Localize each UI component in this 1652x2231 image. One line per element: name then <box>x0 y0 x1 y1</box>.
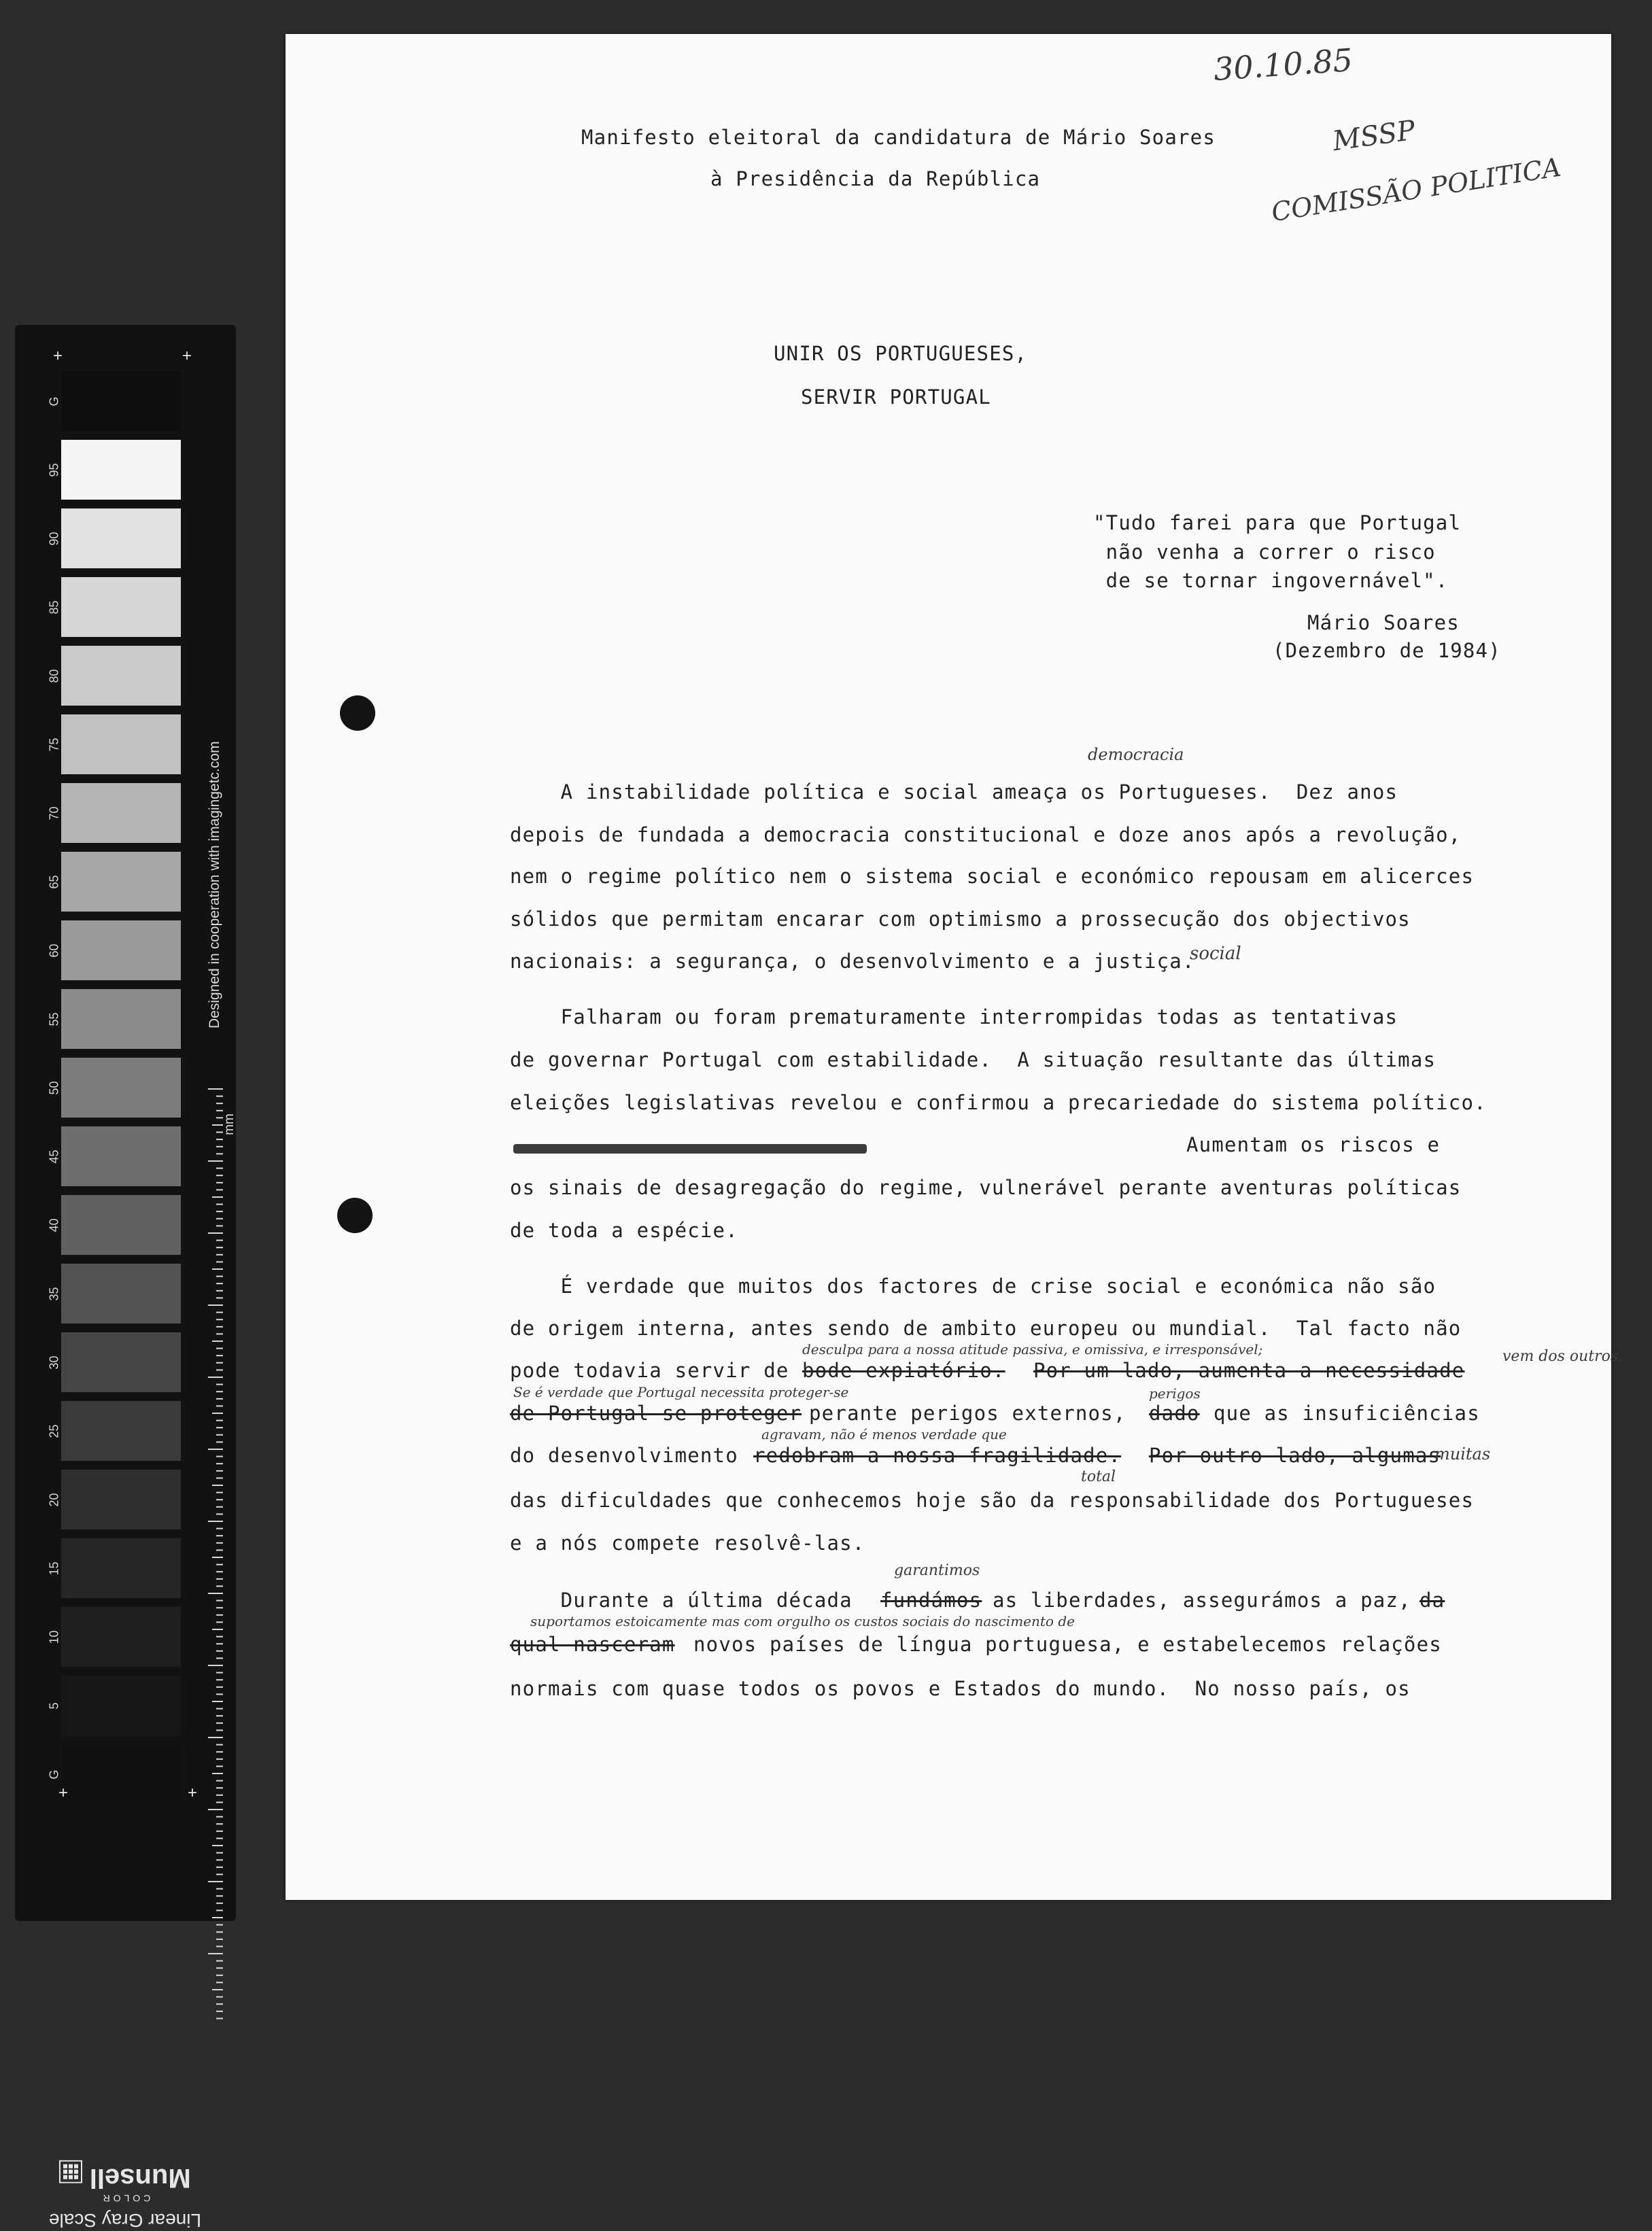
body-line-fragment: Aumentam os riscos e <box>1186 1133 1441 1156</box>
body-line: eleições legislativas revelou e confirmou a precariedade do sistema político. <box>510 1091 1487 1114</box>
body-line: e a nós compete resolvê-las. <box>510 1532 865 1555</box>
quote-line: "Tudo farei para que Portugal <box>1093 511 1462 534</box>
gray-patch <box>61 1058 181 1118</box>
body-line: É verdade que muitos dos factores de crise social e económica não são <box>510 1275 1436 1298</box>
gray-patch <box>61 371 181 431</box>
gray-patch-label: 5 <box>47 1702 61 1710</box>
gray-patch <box>61 1195 181 1255</box>
brand-name: Munsell <box>89 2162 191 2193</box>
body-line: normais com quase todos os povos e Estados do mundo. No nosso país, os <box>510 1677 1411 1700</box>
struck-out-phrase <box>513 1144 867 1154</box>
gray-patch-label: 75 <box>47 738 61 752</box>
gray-patch <box>61 714 181 774</box>
struck-text: bode expiatório. <box>802 1359 1005 1382</box>
gray-patch <box>61 440 181 500</box>
gray-patch <box>61 646 181 706</box>
handwritten-insert-democracia: democracia <box>1088 745 1184 764</box>
handwritten-insert-muitas: muitas <box>1434 1445 1491 1464</box>
handwritten-org-line1: MSSP <box>1330 114 1417 158</box>
handwritten-insert-suportamos: suportamos estoicamente mas com orgulho os custos sociais do nascimento de <box>530 1613 1075 1629</box>
munsell-logo-icon <box>59 2160 82 2183</box>
handwritten-org-line2: COMISSÃO POLITICA <box>1269 152 1563 228</box>
body-line: das dificuldades que conhecemos hoje são da responsabilidade dos Portugueses <box>510 1489 1475 1512</box>
body-line: de origem interna, antes sendo de ambito europeu ou mundial. Tal facto não <box>510 1317 1462 1340</box>
slogan-line1: UNIR OS PORTUGUESES, <box>774 342 1028 365</box>
gray-patch-label: 10 <box>47 1630 61 1644</box>
gray-patch <box>61 1126 181 1186</box>
mm-ruler <box>199 1086 226 2038</box>
gray-patch <box>61 1264 181 1324</box>
body-line: do desenvolvimento <box>510 1444 738 1467</box>
struck-text: Por um lado, aumenta a necessidade <box>1033 1359 1465 1382</box>
gray-patch <box>61 852 181 912</box>
handwritten-insert-verdade: Se é verdade que Portugal necessita proteger-se <box>513 1384 849 1400</box>
manifesto-page <box>286 34 1623 1900</box>
document-title-line1: Manifesto eleitoral da candidatura de Mário Soares <box>581 126 1216 149</box>
body-line-fragment: novos países de língua portuguesa, e estabelecemos relações <box>693 1633 1442 1656</box>
gray-patch-label: 20 <box>47 1493 61 1507</box>
struck-text: dado <box>1149 1402 1200 1425</box>
quote-date: (Dezembro de 1984) <box>1273 639 1501 662</box>
gray-patch <box>61 1607 181 1667</box>
body-line: pode todavia servir de <box>510 1359 789 1382</box>
gray-patch <box>61 920 181 980</box>
gray-patch-label: 45 <box>47 1149 61 1164</box>
struck-text: Por outro lado, algumas <box>1149 1444 1441 1467</box>
gray-patch-label: 95 <box>47 463 61 477</box>
gray-patch-label: 60 <box>47 944 61 958</box>
struck-text: de Portugal se proteger <box>510 1402 802 1425</box>
gray-patch <box>61 1676 181 1735</box>
registration-mark: + <box>182 347 192 365</box>
quote-line: de se tornar ingovernável". <box>1093 569 1449 592</box>
gray-patch-label: 15 <box>47 1561 61 1576</box>
struck-text: redobram a nossa fragilidade. <box>753 1444 1122 1467</box>
struck-text: fundámos <box>880 1589 982 1612</box>
handwritten-insert-social: social <box>1190 944 1241 964</box>
quote-author: Mário Soares <box>1307 611 1460 634</box>
gray-patch <box>61 577 181 637</box>
gray-patch-label: 25 <box>47 1424 61 1438</box>
body-line-fragment: perante perigos externos, <box>809 1402 1126 1425</box>
handwritten-insert-desculpa: desculpa para a nossa atitude passiva, e omissiva, e irresponsável; <box>802 1341 1263 1357</box>
gray-patch-label: G <box>47 1769 61 1780</box>
gray-patch-label: 55 <box>47 1012 61 1026</box>
slogan-line2: SERVIR PORTUGAL <box>801 385 991 409</box>
gray-patch <box>61 1401 181 1461</box>
gray-patch-label: 80 <box>47 669 61 683</box>
ruler-unit-label: mm <box>222 1113 237 1135</box>
gray-patch <box>61 1538 181 1598</box>
handwritten-margin-note: vem dos outros. <box>1502 1348 1623 1365</box>
gray-patch-label: 65 <box>47 875 61 889</box>
handwritten-insert-total: total <box>1081 1468 1116 1485</box>
document-title-line2: à Presidência da República <box>710 167 1041 190</box>
gray-patch-label: 85 <box>47 600 61 615</box>
registration-mark: + <box>53 347 63 365</box>
struck-text: qual nasceram <box>510 1633 675 1656</box>
punch-hole <box>337 1198 373 1233</box>
body-line: nem o regime político nem o sistema social e económico repousam em alicerces <box>510 865 1475 888</box>
handwritten-date: 30.10.85 <box>1212 41 1354 88</box>
registration-mark: + <box>58 1784 69 1802</box>
body-line: A instabilidade política e social ameaça os Portugueses. Dez anos <box>510 780 1398 803</box>
body-line: de toda a espécie. <box>510 1219 738 1242</box>
gray-patch <box>61 989 181 1049</box>
handwritten-insert-perigos: perigos <box>1149 1385 1201 1402</box>
handwritten-insert-agravam: agravam, não é menos verdade que <box>761 1426 1007 1442</box>
gray-patch <box>61 783 181 843</box>
gray-patch-label: G <box>47 396 61 407</box>
body-line-fragment: que as insuficiências <box>1214 1402 1480 1425</box>
gray-patch <box>61 1332 181 1392</box>
gray-patch-label: 30 <box>47 1355 61 1370</box>
body-line: sólidos que permitam encarar com optimismo a prossecução dos objectivos <box>510 907 1411 931</box>
body-line: de governar Portugal com estabilidade. A situação resultante das últimas <box>510 1048 1436 1071</box>
scale-name: Linear Gray Scale <box>48 2209 202 2231</box>
gray-patch-label: 70 <box>47 806 61 820</box>
struck-text: da <box>1419 1589 1445 1612</box>
brand-sub: COLOR <box>99 2192 151 2204</box>
card-brand-block <box>37 2160 213 2231</box>
gray-patch <box>61 1470 181 1529</box>
body-line: depois de fundada a democracia constitucional e doze anos após a revolução, <box>510 823 1462 846</box>
gray-patch-label: 90 <box>47 532 61 546</box>
body-line: os sinais de desagregação do regime, vulnerável perante aventuras políticas <box>510 1176 1462 1199</box>
gray-patch-label: 35 <box>47 1287 61 1301</box>
gray-patch <box>61 1744 181 1804</box>
body-line: nacionais: a segurança, o desenvolvimento e a justiça. <box>510 950 1195 973</box>
quote-line: não venha a correr o risco <box>1093 540 1436 564</box>
gray-scale-card: + + G 95 90 85 80 75 70 65 60 55 50 45 40 35 30 25 20 15 10 5 G mm Designed in cooperation with imagingetc.com + + Linear Gray Scale COLOR Munsell <box>15 325 236 1921</box>
registration-mark: + <box>188 1784 198 1802</box>
gray-patch-label: 40 <box>47 1218 61 1232</box>
body-line: Durante a última década <box>510 1589 853 1612</box>
body-line-fragment: as liberdades, assegurámos a paz, <box>993 1589 1411 1612</box>
handwritten-insert-garantimos: garantimos <box>894 1562 980 1579</box>
punch-hole <box>340 695 375 731</box>
gray-patch-label: 50 <box>47 1081 61 1095</box>
body-line: Falharam ou foram prematuramente interrompidas todas as tentativas <box>510 1005 1398 1028</box>
gray-patch <box>61 508 181 568</box>
